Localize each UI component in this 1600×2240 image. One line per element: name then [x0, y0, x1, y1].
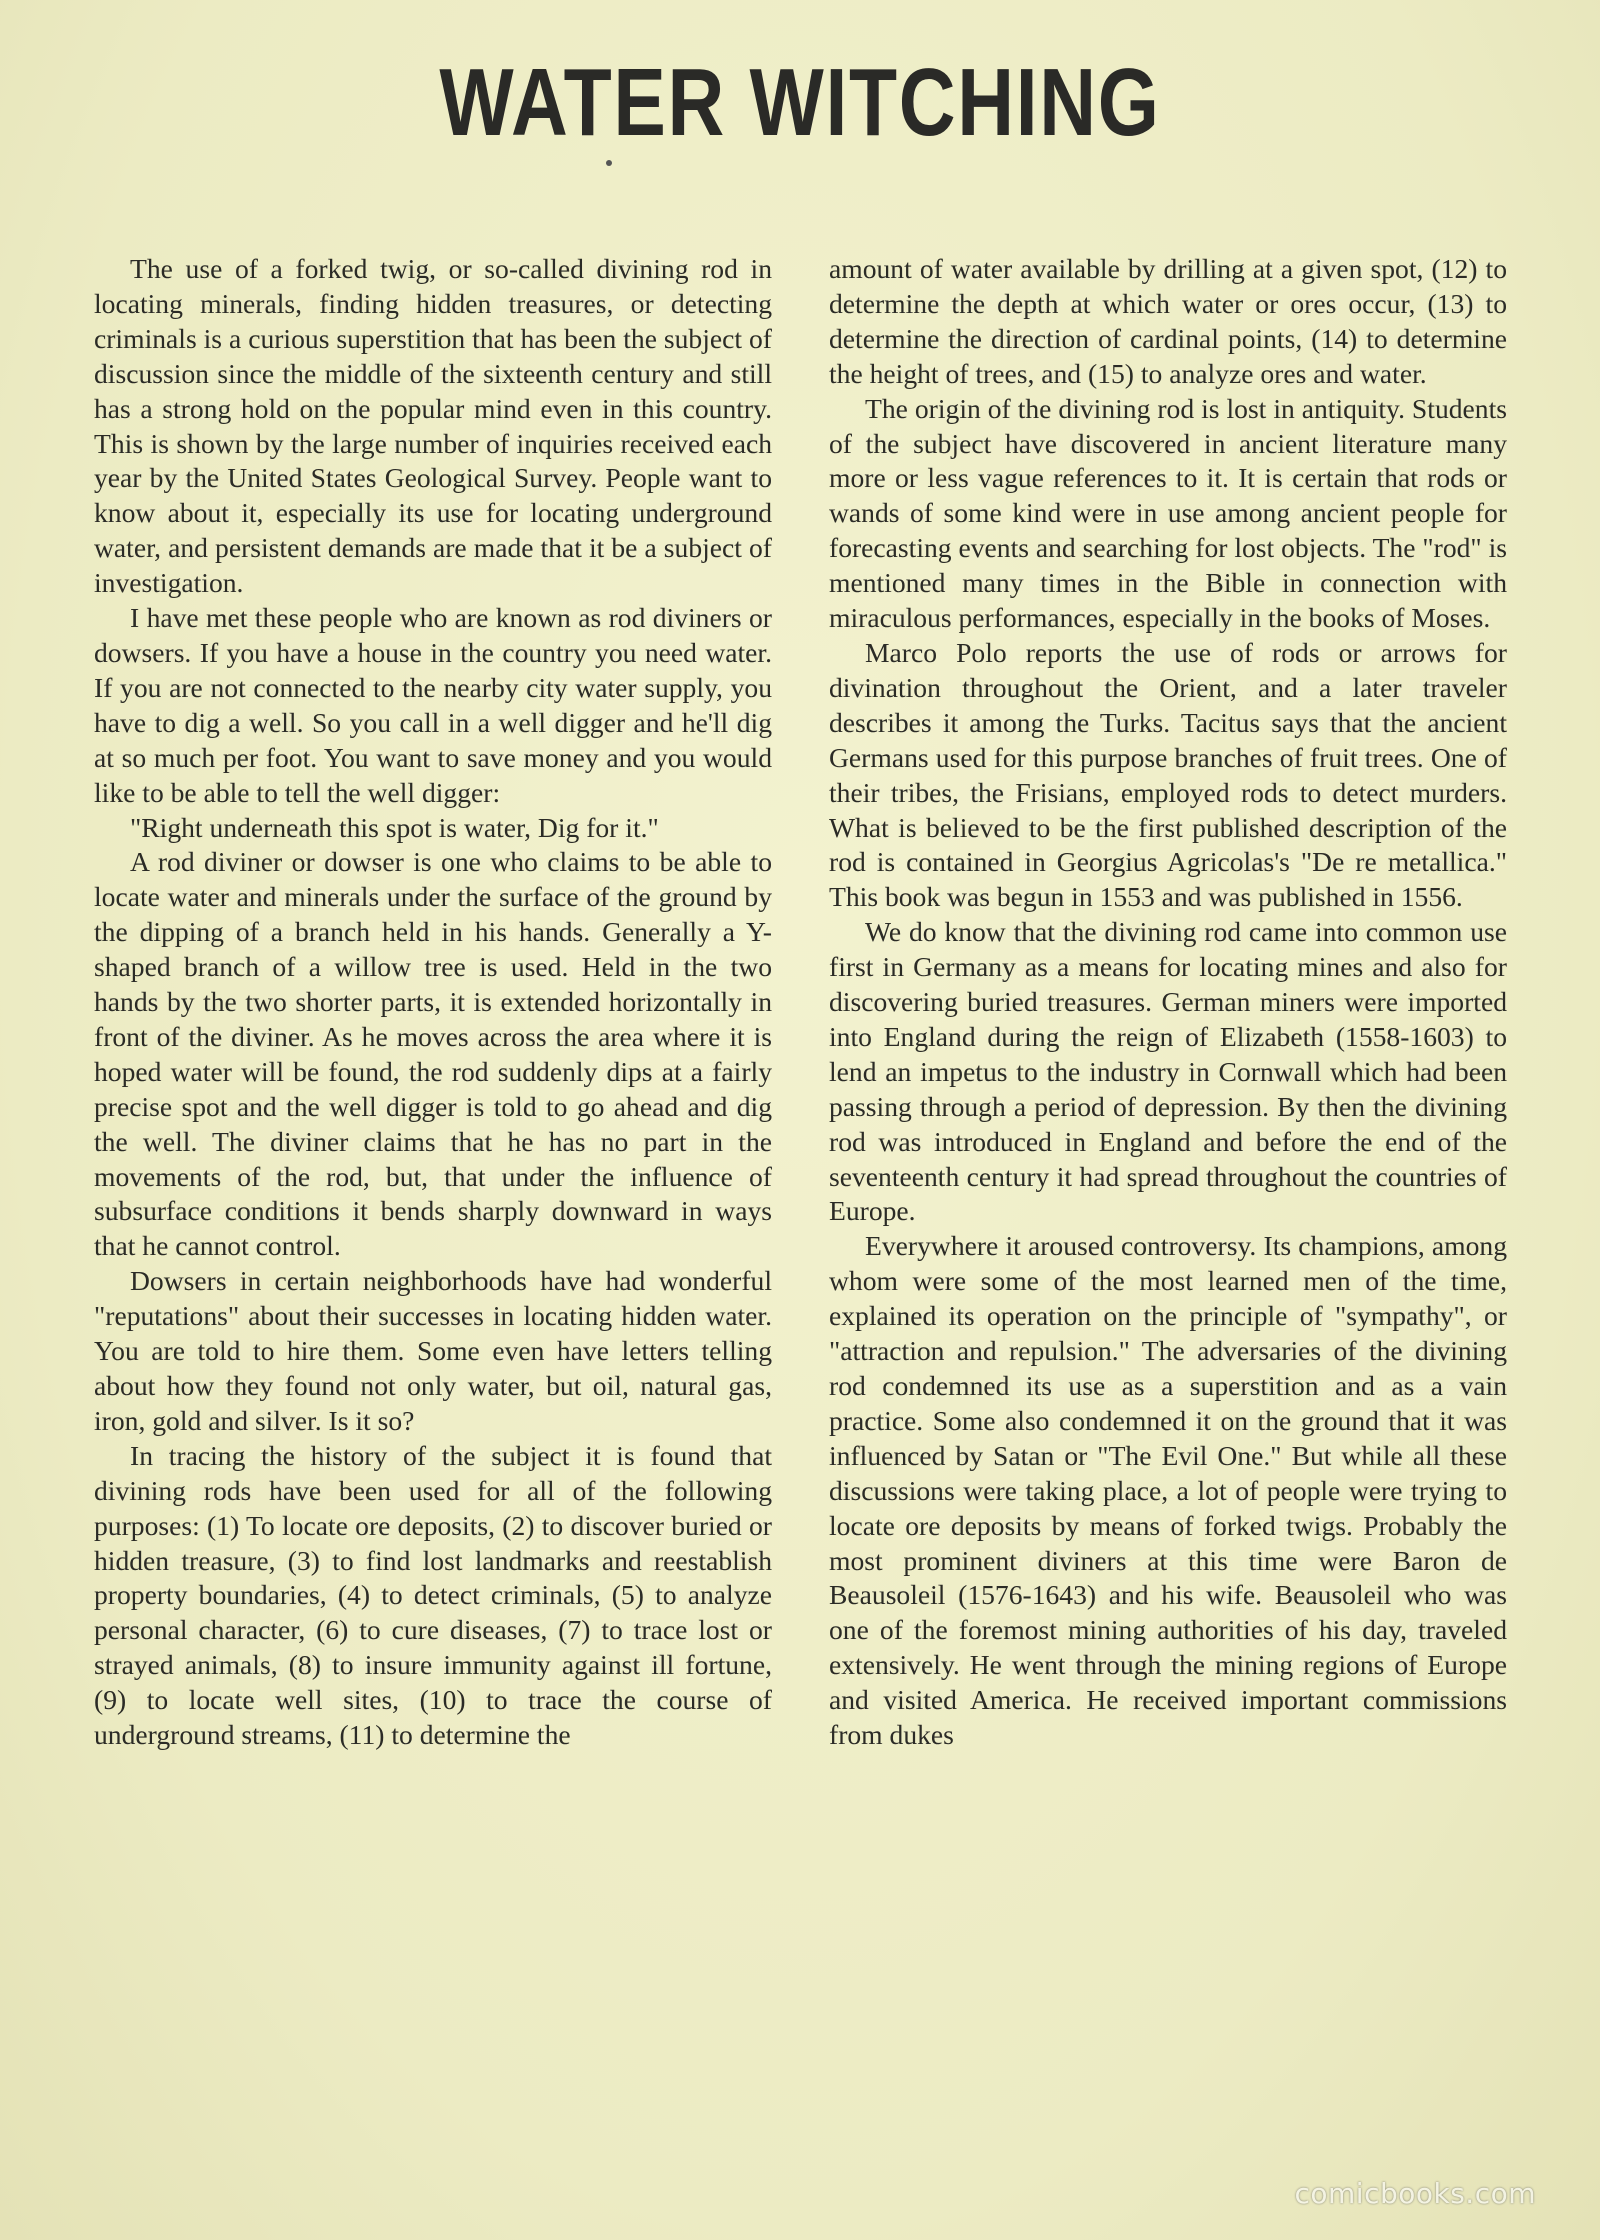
paragraph: Dowsers in certain neighborhoods have had wonderful "reputations" about their successes in locating hidden water. You are told to hire them. Some even have letters telling about how they found not only water, but oil, natural gas, iron, gold and silver. Is it so?	[94, 1265, 772, 1436]
left-column	[94, 252, 772, 1753]
paragraph: "Right underneath this spot is water, Dig for it."	[130, 811, 659, 843]
paragraph: In tracing the history of the subject it is found that divining rods have been used for all of the following purposes: (1) To locate ore deposits, (2) to discover buried or hidden treasure, (3) to find lost landmarks and reestablish property boundaries, (4) to detect criminals, (5) to analyze personal character, (6) to cure diseases, (7) to trace lost or strayed animals, (8) to insure immunity against ill fortune, (9) to locate well sites, (10) to trace the course of underground streams, (11) to determine the	[94, 1439, 772, 1751]
paragraph: We do know that the divining rod came into common use first in Germany as a means for locating mines and also for discovering buried treasures. German miners were imported into England during the reign of Elizabeth (1558-1603) to lend an impetus to the industry in Cornwall which had been passing through a period of depression. By then the divining rod was introduced in England and before the end of the seventeenth century it had spread throughout the countries of Europe.	[829, 916, 1507, 1227]
paragraph: The origin of the divining rod is lost in antiquity. Students of the subject have discovered in ancient literature many more or less vague references to it. It is certain that rods or wands of some kind were in use among ancient people for forecasting events and searching for lost objects. The "rod" is mentioned many times in the Bible in connection with miraculous performances, especially in the books of Moses.	[829, 392, 1507, 634]
paragraph-continuation: amount of water available by drilling at a given spot, (12) to determine the depth at which water or ores occur, (13) to determine the direction of cardinal points, (14) to determine the height of trees, and (15) to analyze ores and water.	[829, 253, 1507, 389]
right-column	[829, 252, 1507, 1753]
paragraph: A rod diviner or dowser is one who claims to be able to locate water and minerals under the surface of the ground by the dipping of a branch held in his hands. Generally a Y-shaped branch of a willow tree is used. Held in the two hands by the two shorter parts, it is extended horizontally in front of the diviner. As he moves across the area where it is hoped water will be found, the rod suddenly dips at a fairly precise spot and the well digger is told to go ahead and dig the well. The diviner claims that he has no part in the movements of the rod, but, that under the influence of subsurface conditions it bends sharply downward in ways that he cannot control.	[94, 846, 772, 1262]
paragraph: Marco Polo reports the use of rods or arrows for divination throughout the Orient, and a later traveler describes it among the Turks. Tacitus says that the ancient Germans used for this purpose branches of fruit trees. One of their tribes, the Frisians, employed rods to detect murders. What is believed to be the first published description of the rod is contained in Georgius Agricolas's "De re metallica." This book was begun in 1553 and was published in 1556.	[829, 636, 1507, 913]
paragraph: I have met these people who are known as rod diviners or dowsers. If you have a house in the country you need water. If you are not connected to the nearby city water supply, you have to dig a well. So you call in a well digger and he'll dig at so much per foot. You want to save money and you would like to be able to tell the well digger:	[94, 602, 772, 808]
ink-dot	[606, 160, 612, 166]
paragraph: Everywhere it aroused controversy. Its champions, among whom were some of the most learned men of the time, explained its operation on the principle of "sympathy", or "attraction and repulsion." The adversaries of the divining rod condemned its use as a superstition and as a vain practice. Some also condemned it on the ground that it was influenced by Satan or "The Evil One." But while all these discussions were taking place, a lot of people were trying to locate ore deposits by means of forked twigs. Probably the most prominent diviners at this time were Baron de Beausoleil (1576-1643) and his wife. Beausoleil who was one of the foremost mining authorities of his day, traveled extensively. He went through the mining regions of Europe and visited America. He received important commissions from dukes	[829, 1230, 1507, 1751]
page-title: WATER WITCHING	[439, 49, 1161, 156]
paragraph: The use of a forked twig, or so-called divining rod in locating minerals, finding hidden treasures, or detecting criminals is a curious superstition that has been the subject of discussion since the middle of the sixteenth century and still has a strong hold on the popular mind even in this country. This is shown by the large number of inquiries received each year by the United States Geological Survey. People want to know about it, especially its use for locating underground water, and persistent demands are made that it be a subject of investigation.	[94, 253, 772, 599]
watermark: comicbooks.com	[1294, 2177, 1536, 2210]
